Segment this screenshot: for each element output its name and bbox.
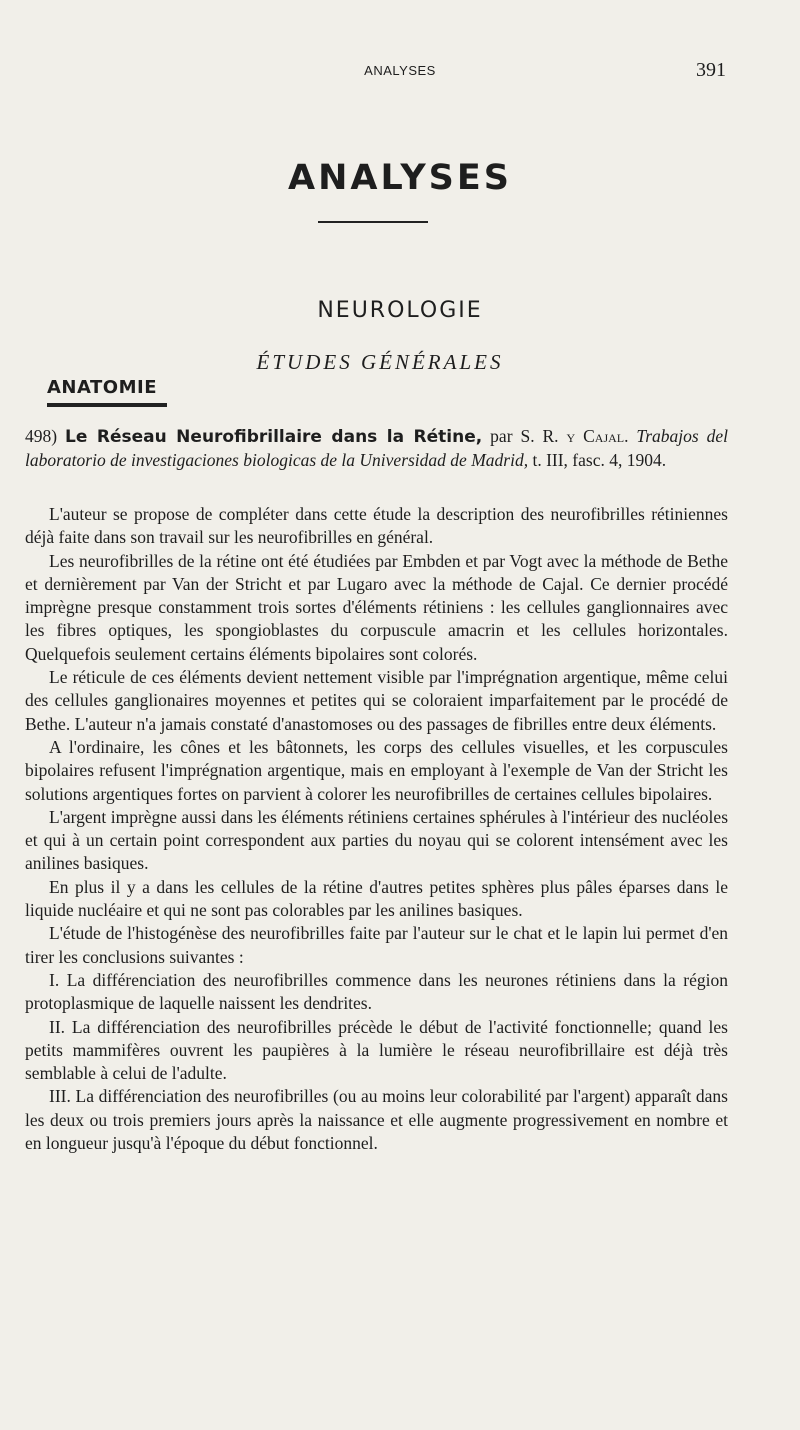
page-number: 391 [696, 59, 726, 81]
paragraph: Le réticule de ces éléments devient nettement visible par l'imprégnation argentique, même celui des cellules ganglionaires moyennes et petites qui se coloraient imparfaitement par le procédé de Bethe. L'auteur n'a jamais constaté d'anastomoses ou des passages de fibrilles entre deux éléments. [25, 667, 728, 734]
entry-author: S. R. y Cajal. [520, 426, 629, 446]
paragraph: A l'ordinaire, les cônes et les bâtonnets, les corps des cellules visuelles, et les corpuscules bipolaires refusent l'imprégnation argentique, mais en employant à l'exemple de Van der Stricht les solutions argentiques fortes on parvient à colorer les neurofibrilles de certaines cellules bipolaires. [25, 736, 728, 804]
entry-journal: Trabajos del laboratorio de investigaciones biologicas de la Universidad de Madrid, [25, 426, 728, 470]
main-title: ANALYSES [288, 158, 512, 198]
paragraph: L'argent imprègne aussi dans les éléments rétiniens certaines sphérules à l'intérieur des nucléoles et qui à un certain point correspondent aux parties du noyau qui se colorent intensément avec les anilines basiques. [25, 806, 728, 874]
paragraph: L'étude de l'histogénèse des neurofibrilles faite par l'auteur sur le chat et le lapin lui permet d'en tirer les conclusions suivantes : [25, 923, 728, 967]
body-text [25, 503, 728, 1155]
paragraph: L'auteur se propose de compléter dans cette étude la description des neurofibrilles rétiniennes déjà faite dans son travail sur les neurofibrilles en général. [25, 504, 728, 548]
entry-number: 498) [25, 426, 58, 446]
paragraph: Les neurofibrilles de la rétine ont été étudiées par Embden et par Vogt avec la méthode de Bethe et dernièrement par Van der Stricht et par Lugaro avec la méthode de Cajal. Ce dernier procédé imprègne presque constamment trois sortes d'éléments rétiniens : les cellules ganglionnaires avec les fibres optiques, les spongioblastes du corpuscule amacrin et les cellules horizontales. Quelquefois seulement certains éléments bipolaires sont colorés. [25, 550, 728, 664]
entry-heading [25, 425, 728, 472]
category-rule [47, 403, 167, 407]
section-title: NEUROLOGIE [317, 298, 483, 323]
paragraph: En plus il y a dans les cellules de la rétine d'autres petites sphères plus pâles éparses dans le liquide nucléaire et qui ne sont pas colorables par les anilines basiques. [25, 876, 728, 921]
title-rule [318, 221, 428, 223]
running-head [0, 59, 800, 83]
running-title: ANALYSES [364, 63, 436, 78]
paragraph: I. La différenciation des neurofibrilles commence dans les neurones rétiniens dans la région protoplasmique de laquelle naissent les dendrites. [25, 969, 728, 1014]
entry-by: par [490, 426, 513, 446]
paragraph: II. La différenciation des neurofibrilles précède le début de l'activité fonctionnelle; quand les petits mammifères ouvrent les paupières à la lumière le réseau neurofibrillaire est déjà très semblable à celui de l'adulte. [25, 1016, 728, 1084]
paragraph: III. La différenciation des neurofibrilles (ou au moins leur colorabilité par l'argent) apparaît dans les deux ou trois premiers jours après la naissance et elle augmente progressivement en nombre et en longueur jusqu'à l'époque du début fonctionnel. [25, 1086, 728, 1154]
entry-title: Le Réseau Neurofibrillaire dans la Rétine, [65, 427, 483, 447]
subsection-title: ÉTUDES GÉNÉRALES [256, 350, 504, 374]
entry-reference: t. III, fasc. 4, 1904. [532, 450, 667, 470]
category-heading: ANATOMIE [47, 377, 158, 398]
